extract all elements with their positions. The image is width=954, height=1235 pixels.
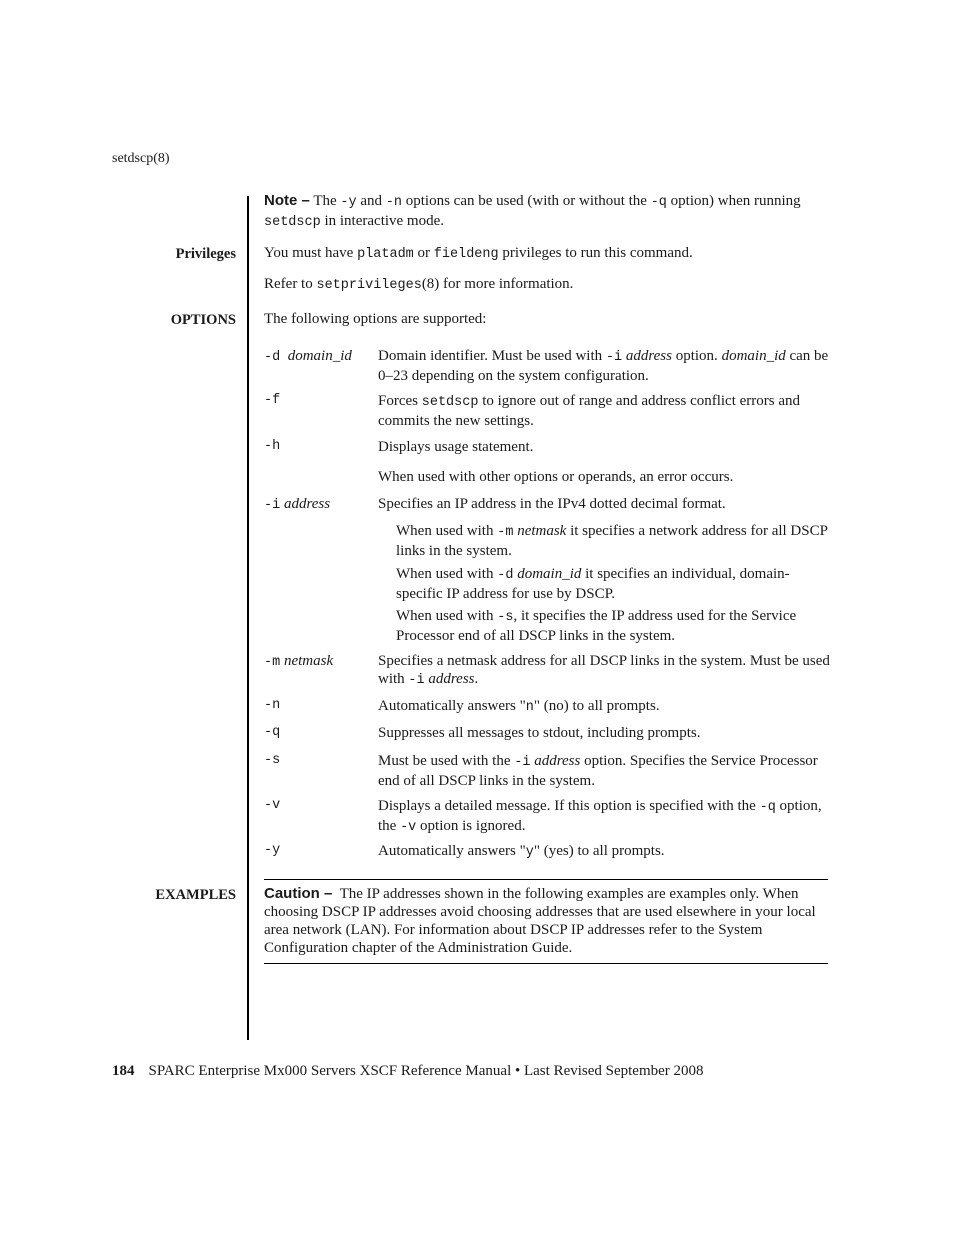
option-d-description: Domain identifier. Must be used with -i address option. domain_id can be 0–23 depending on the system configuration. [378, 348, 829, 384]
caution-bottom-rule [264, 963, 828, 964]
footer-text: SPARC Enterprise Mx000 Servers XSCF Reference Manual • Last Revised September 2008 [148, 1063, 704, 1079]
option-f-flag: -f [264, 393, 281, 408]
option-y-flag: -y [264, 843, 281, 858]
option-i-flag: -i address [264, 496, 331, 513]
running-header: setdscp(8) [112, 151, 170, 166]
option-y-description: Automatically answers "y" (yes) to all prompts. [378, 843, 665, 860]
option-n-flag: -n [264, 698, 281, 713]
option-d-flag: -d domain_id [264, 348, 352, 365]
options-intro: The following options are supported: [264, 311, 487, 327]
option-i-description: Specifies an IP address in the IPv4 dotted decimal format. [378, 496, 726, 512]
privileges-paragraph-1: You must have platadm or fieldeng privileges to run this command. [264, 245, 693, 262]
option-i-subitem-netmask: When used with -m netmask it specifies a network address for all DSCP links in the system. [396, 523, 828, 559]
page-number: 184 [112, 1063, 135, 1079]
privileges-paragraph-2: Refer to setprivileges(8) for more information. [264, 276, 574, 293]
option-v-description: Displays a detailed message. If this option is specified with the -q option, the -v option is ignored. [378, 798, 822, 835]
option-i-subitem-sp: When used with -s, it specifies the IP address used for the Service Processor end of all DSCP links in the system. [396, 608, 797, 644]
section-label-examples: EXAMPLES [155, 887, 236, 903]
option-m-flag: -m netmask [264, 653, 334, 670]
page-footer [112, 1062, 704, 1080]
section-label-privileges: Privileges [175, 246, 236, 262]
option-h-description: Displays usage statement. [378, 439, 534, 455]
option-q-description: Suppresses all messages to stdout, including prompts. [378, 725, 701, 741]
option-n-description: Automatically answers "n" (no) to all prompts. [378, 698, 660, 715]
option-v-flag: -v [264, 798, 281, 813]
option-h-flag: -h [264, 439, 281, 454]
option-q-flag: -q [264, 725, 281, 740]
option-m-description: Specifies a netmask address for all DSCP links in the system. Must be used with -i address. [378, 653, 830, 688]
caution-top-rule [264, 879, 828, 880]
caution-label: Caution – [264, 885, 333, 902]
section-divider-rule [247, 196, 249, 1040]
section-label-options: OPTIONS [170, 312, 236, 328]
option-h-description-2: When used with other options or operands, an error occurs. [378, 469, 734, 485]
note-label: Note – [264, 192, 310, 209]
note-paragraph: Note – The -y and -n options can be used (with or without the -q option) when running setdscp in interactive mode. [264, 192, 801, 230]
option-i-subitem-domain: When used with -d domain_id it specifies an individual, domain-specific IP address for use by DSCP. [396, 566, 790, 602]
option-f-description: Forces setdscp to ignore out of range and address conflict errors and commits the new settings. [378, 393, 801, 429]
option-s-flag: -s [264, 753, 281, 768]
option-s-description: Must be used with the -i address option. Specifies the Service Processor end of all DSCP links in the system. [378, 753, 818, 789]
caution-paragraph: Caution – The IP addresses shown in the following examples are examples only. When choosing DSCP IP addresses avoid choosing addresses that are used elsewhere in your local area network (LAN). For information about DSCP IP addresses refer to the System Configuration chapter of the Administration Guide. [264, 885, 820, 956]
